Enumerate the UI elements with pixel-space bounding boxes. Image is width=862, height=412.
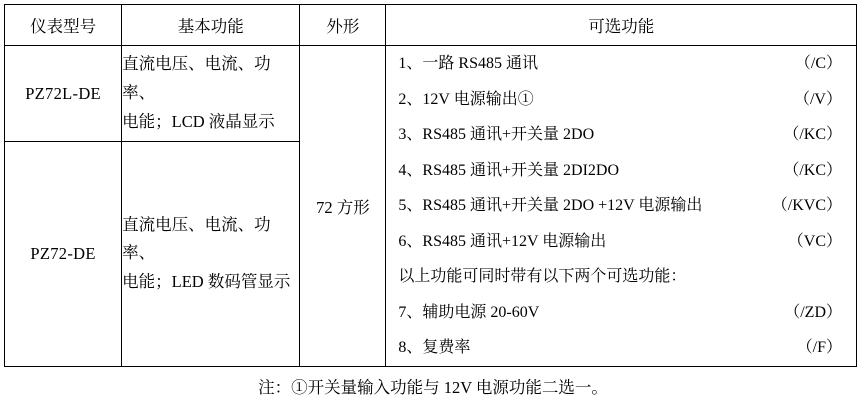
cell-shape: 72 方形 [300, 46, 386, 367]
cell-model-pz72l-de: PZ72L-DE [5, 46, 122, 142]
option-label: 1、一路 RS485 通讯 [398, 55, 538, 72]
list-item [386, 46, 856, 82]
option-label: 8、复费率 [398, 339, 471, 357]
list-item [386, 295, 856, 331]
list-item [386, 153, 856, 189]
basic-function-line: 电能；LCD 液晶显示 [122, 111, 275, 131]
table-header-row [5, 5, 857, 46]
list-item [386, 117, 856, 153]
option-code: （/C） [794, 55, 842, 72]
column-header-basic-function: 基本功能 [122, 5, 300, 46]
basic-function-line: 直流电压、电流、功率、 [122, 214, 271, 263]
cell-model-pz72-de: PZ72-DE [5, 142, 122, 367]
cell-basic-function-pz72l-de [122, 46, 300, 142]
option-code: （/V） [793, 90, 842, 108]
option-code: （/F） [796, 339, 842, 357]
column-header-optional-function: 可选功能 [386, 5, 857, 46]
footnote [0, 376, 862, 399]
footnote-text: 注：①开关量输入功能与 12V 电源功能二选一。 [258, 378, 608, 397]
option-label: 6、RS485 通讯+12V 电源输出 [398, 232, 607, 250]
cell-basic-function-pz72-de [122, 142, 300, 367]
option-code: （/KC） [783, 126, 842, 144]
table-header [5, 5, 857, 46]
option-code: （/ZD） [784, 303, 842, 321]
option-label: 7、辅助电源 20-60V [398, 303, 540, 321]
option-code: （VC） [787, 232, 842, 250]
option-code: （/KVC） [771, 197, 842, 215]
column-header-model: 仪表型号 [5, 5, 122, 46]
list-item [386, 330, 856, 366]
option-code: （/KC） [783, 161, 842, 179]
optional-function-list [386, 46, 856, 366]
option-label: 以上功能可同时带有以下两个可选功能： [398, 268, 687, 286]
document-page [0, 4, 862, 412]
basic-function-line: 直流电压、电流、功率、 [122, 54, 271, 103]
table-row [5, 46, 857, 142]
column-header-shape: 外形 [300, 5, 386, 46]
list-item [386, 224, 856, 260]
table-body [5, 46, 857, 367]
list-item [386, 259, 856, 295]
cell-optional-functions [386, 46, 857, 367]
specification-table [4, 4, 857, 367]
option-label: 4、RS485 通讯+开关量 2DI2DO [398, 161, 620, 179]
basic-function-line: 电能；LED 数码管显示 [122, 272, 291, 292]
list-item [386, 188, 856, 224]
option-label: 3、RS485 通讯+开关量 2DO [398, 126, 595, 144]
list-item [386, 82, 856, 118]
option-label: 2、12V 电源输出① [398, 90, 534, 108]
option-label: 5、RS485 通讯+开关量 2DO +12V 电源输出 [398, 197, 703, 215]
